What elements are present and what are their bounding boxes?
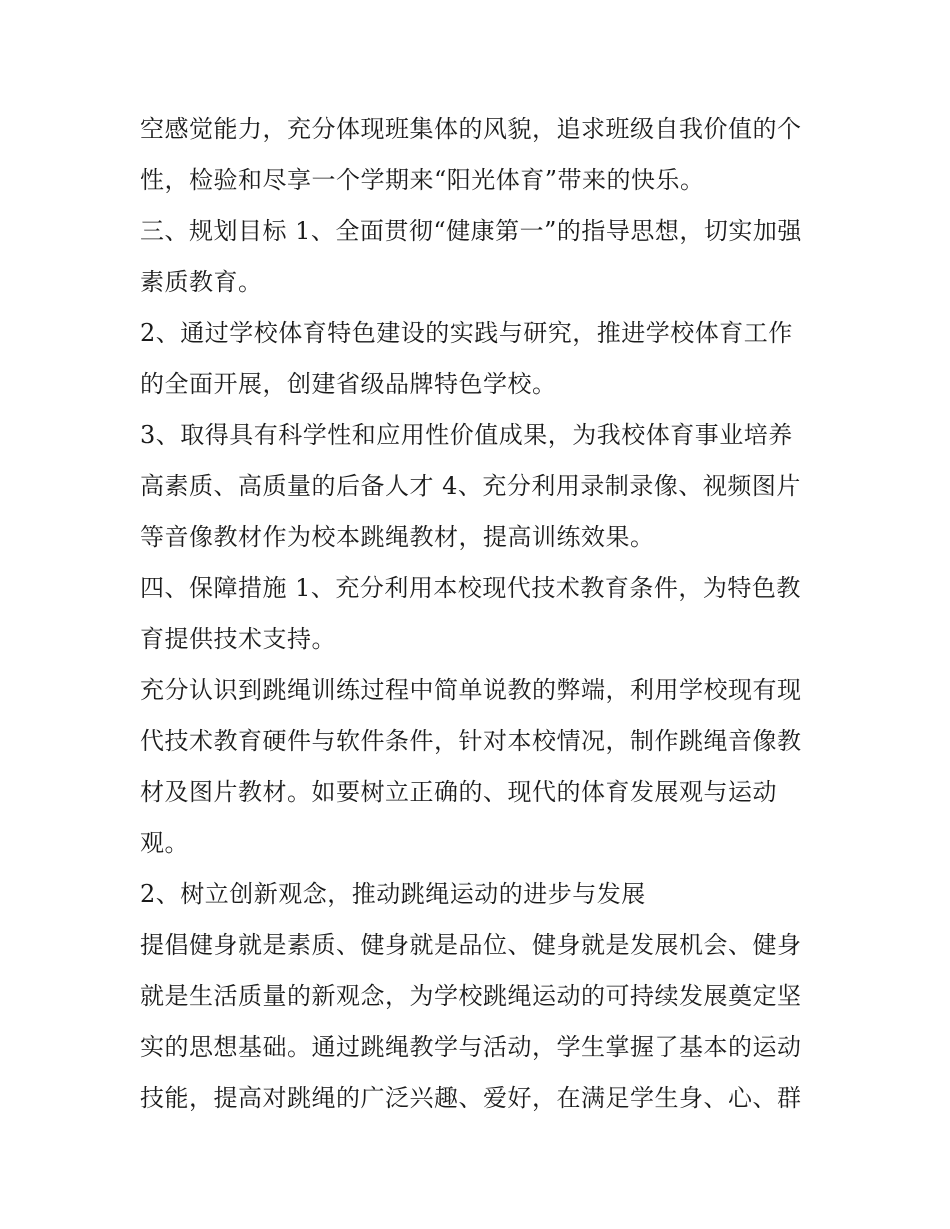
text-line: 实的思想基础。通过跳绳教学与活动，学生掌握了基本的运动	[140, 1033, 802, 1061]
text-line: 育提供技术支持。	[140, 625, 336, 653]
text-line: 观。	[140, 829, 189, 857]
document-body	[140, 104, 820, 1124]
text-line: 高素质、高质量的后备人才 4、充分利用录制录像、视频图片	[140, 472, 801, 500]
text-line: 空感觉能力，充分体现班集体的风貌，追求班级自我价值的个	[140, 115, 802, 143]
text-line: 四、保障措施 1、充分利用本校现代技术教育条件，为特色教	[140, 574, 801, 602]
text-line: 等音像教材作为校本跳绳教材，提高训练效果。	[140, 523, 655, 551]
text-line: 2、树立创新观念，推动跳绳运动的进步与发展	[140, 880, 646, 908]
text-line: 材及图片教材。如要树立正确的、现代的体育发展观与运动	[140, 778, 777, 806]
text-line: 技能，提高对跳绳的广泛兴趣、爱好，在满足学生身、心、群	[140, 1084, 802, 1112]
text-line: 2、通过学校体育特色建设的实践与研究，推进学校体育工作	[140, 319, 793, 347]
text-line: 提倡健身就是素质、健身就是品位、健身就是发展机会、健身	[140, 931, 802, 959]
text-line: 充分认识到跳绳训练过程中简单说教的弊端，利用学校现有现	[140, 676, 802, 704]
text-line: 性，检验和尽享一个学期来“阳光体育”带来的快乐。	[140, 166, 705, 194]
text-line: 的全面开展，创建省级品牌特色学校。	[140, 370, 557, 398]
text-line: 三、规划目标 1、全面贯彻“健康第一”的指导思想，切实加强	[140, 217, 802, 245]
text-line: 就是生活质量的新观念，为学校跳绳运动的可持续发展奠定坚	[140, 982, 802, 1010]
text-line: 素质教育。	[140, 268, 263, 296]
text-line: 3、取得具有科学性和应用性价值成果，为我校体育事业培养	[140, 421, 793, 449]
text-line: 代技术教育硬件与软件条件，针对本校情况，制作跳绳音像教	[140, 727, 802, 755]
